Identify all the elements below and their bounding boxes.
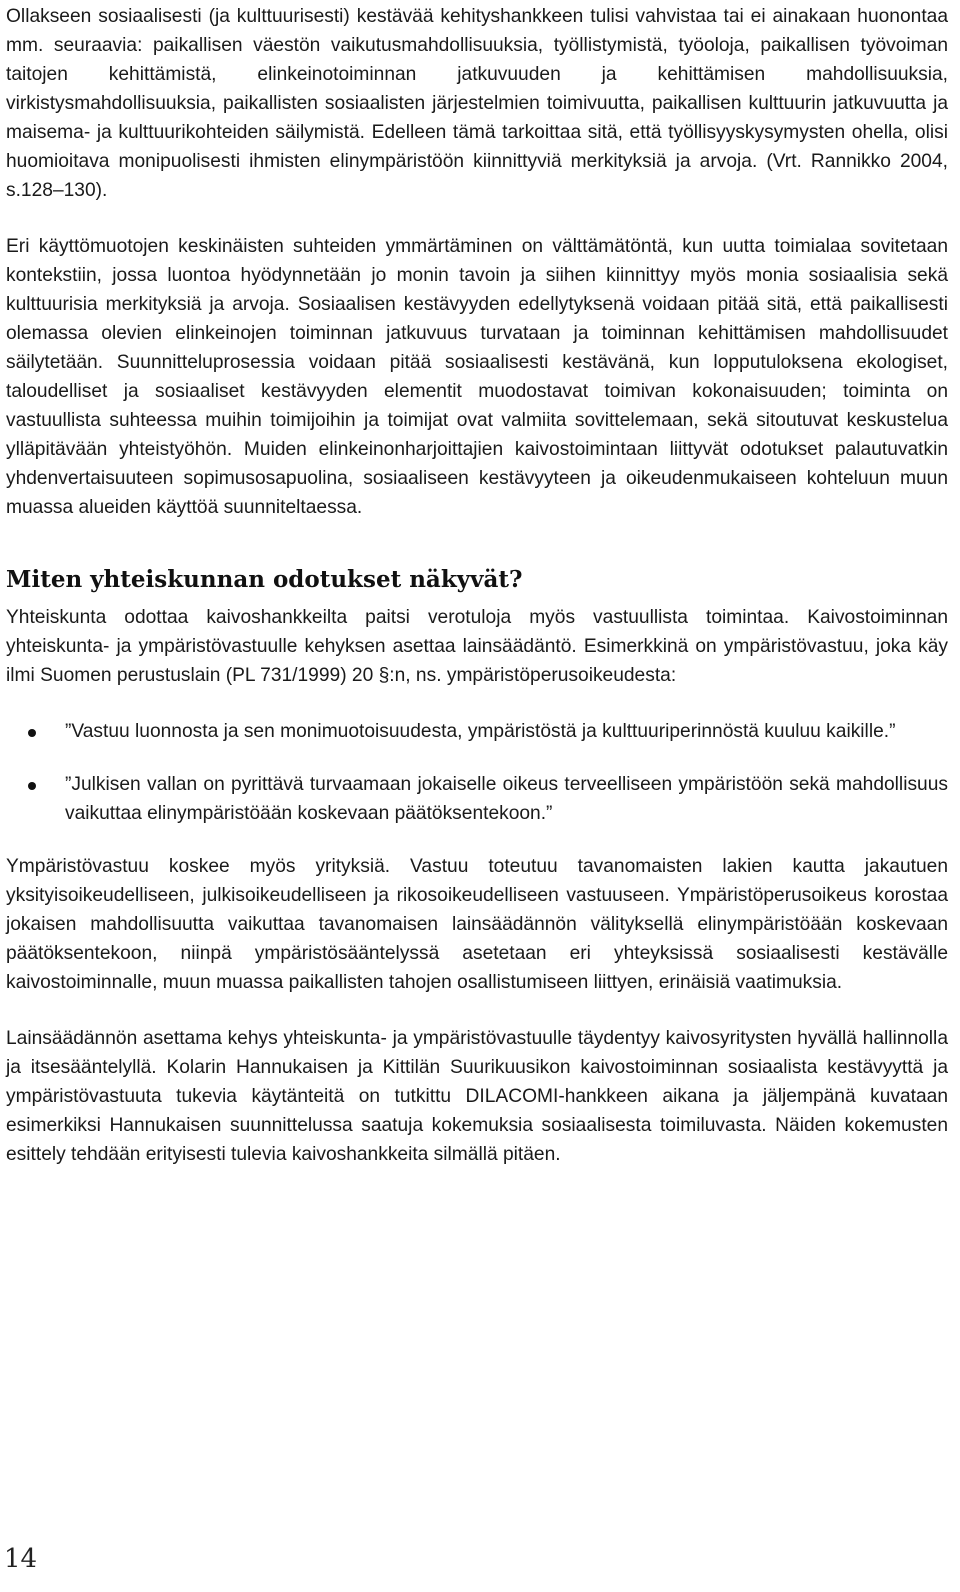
quote-text: ”Vastuu luonnosta ja sen monimuotoisuudesta, ympäristöstä ja kulttuuriperinnöstä kuuluu kaikille.” bbox=[65, 721, 896, 742]
paragraph-land-use: Eri käyttömuotojen keskinäisten suhteiden ymmärtäminen on välttämätöntä, kun uutta toimialaa sovitetaan kontekstiin, jossa luontoa hyödynnetään jo monin tavoin ja siihen kiinnittyy myös monia sosiaalisia sekä kulttuurisia merkityksiä ja arvoja. Sosiaalisen kestävyyden edellytyksenä voidaan pitää sitä, että paikallisesti olemassa olevien elinkeinojen toiminnan jatkuvuus turvataan ja toiminnan kehittämisen mahdollisuudet säilytetään. Suunnitteluprosessia voidaan pitää sosiaalisesti kestävänä, kun lopputuloksena ekologiset, taloudelliset ja sosiaaliset kestävyyden elementit muodostavat toimivan kokonaisuuden; toiminta on vastuullista suhteessa muihin toimijoihin ja toimijat ovat valmiita sovittelemaan, sekä sitoutuvat keskustelua ylläpitävään yhteistyöhön. Muiden elinkeinonharjoittajien kaivostoimintaan liittyvät odotukset palautuvatkin yhdenvertaisuuteen sopimusosapuolina, sosiaaliseen kestävyyteen ja oikeudenmukaiseen kohteluun muun muassa alueiden käyttöä suunniteltaessa. bbox=[6, 236, 948, 518]
paragraph-legislation-framework: Lainsäädännön asettama kehys yhteiskunta- ja ympäristövastuulle täydentyy kaivosyritysten hyvällä hallinnolla ja itsesääntelyllä. Kolarin Hannukaisen ja Kittilän Suurikuusikon kaivostoiminnan sosiaalista kestävyyttä ja ympäristövastuuta tukevia käytänteitä on tutkittu DILACOMI-hankkeen aikana ja jäljempänä kuvataan esimerkiksi Hannukaisen suunnittelussa saatuja kokemuksia sosiaalisesta toimiluvasta. Näiden kokemusten esittely tehdään erityisesti tulevia kaivoshankkeita silmällä pitäen. bbox=[6, 1028, 948, 1165]
paragraph-expectations: Yhteiskunta odottaa kaivoshankkeilta paitsi verotuloja myös vastuullista toimintaa. Kaivostoiminnan yhteiskunta- ja ympäristövastuulle kehyksen asettaa lainsäädäntö. Esimerkkinä on ympäristövastuu, joka käy ilmi Suomen perustuslain (PL 731/1999) 20 §:n, ns. ympäristöperusoikeudesta: bbox=[6, 607, 948, 686]
section-heading: Miten yhteiskunnan odotukset näkyvät? bbox=[6, 566, 523, 593]
paragraph-environmental-responsibility: Ympäristövastuu koskee myös yrityksiä. Vastuu toteutuu tavanomaisten lakien kautta jakautuen yksityisoikeudelliseen, julkisoikeudelliseen ja rikosoikeudelliseen vastuuseen. Ympäristöperusoikeus korostaa jokaisen mahdollisuutta vaikuttaa tavanomaisen lainsäädännön välityksellä elinympäristöään koskevaan päätöksentekoon, niinpä ympäristösääntelyssä asetetaan eri yhteyksissä sosiaalisesti kestävälle kaivostoiminnalle, muun muassa paikallisten tahojen osallistumiseen liittyen, erinäisiä vaatimuksia. bbox=[6, 856, 948, 993]
list-item bbox=[6, 770, 948, 828]
quote-text: ”Julkisen vallan on pyrittävä turvaamaan jokaiselle oikeus terveelliseen ympäristöön sekä mahdollisuus vaikuttaa elinympäristöään koskevaan päätöksentekoon.” bbox=[65, 774, 948, 824]
page-number: 14 bbox=[4, 1544, 38, 1574]
list-item bbox=[6, 717, 948, 746]
bullet-icon bbox=[28, 729, 36, 737]
paragraph-social-sustainability: Ollakseen sosiaalisesti (ja kulttuurisesti) kestävää kehityshankkeen tulisi vahvistaa tai ei ainakaan huonontaa mm. seuraavia: paikallisen väestön vaikutusmahdollisuuksia, työllistymistä, työoloja, paikallisen työvoiman taitojen kehittämistä, elinkeinotoiminnan jatkuvuuden ja kehittämisen mahdollisuuksia, virkistysmahdollisuuksia, paikallisten sosiaalisten järjestelmien toimivuutta, paikallisen kulttuurin jatkuvuutta ja maisema- ja kulttuurikohteiden säilymistä. Edelleen tämä tarkoittaa sitä, että työllisyyskysymysten ohella, olisi huomioitava monipuolisesti ihmisten elinympäristöön kiinnittyviä merkityksiä ja arvoja. (Vrt. Rannikko 2004, s.128–130). bbox=[6, 6, 948, 201]
quote-list bbox=[6, 717, 948, 828]
document-page bbox=[6, 2, 948, 1169]
bullet-icon bbox=[28, 782, 36, 790]
